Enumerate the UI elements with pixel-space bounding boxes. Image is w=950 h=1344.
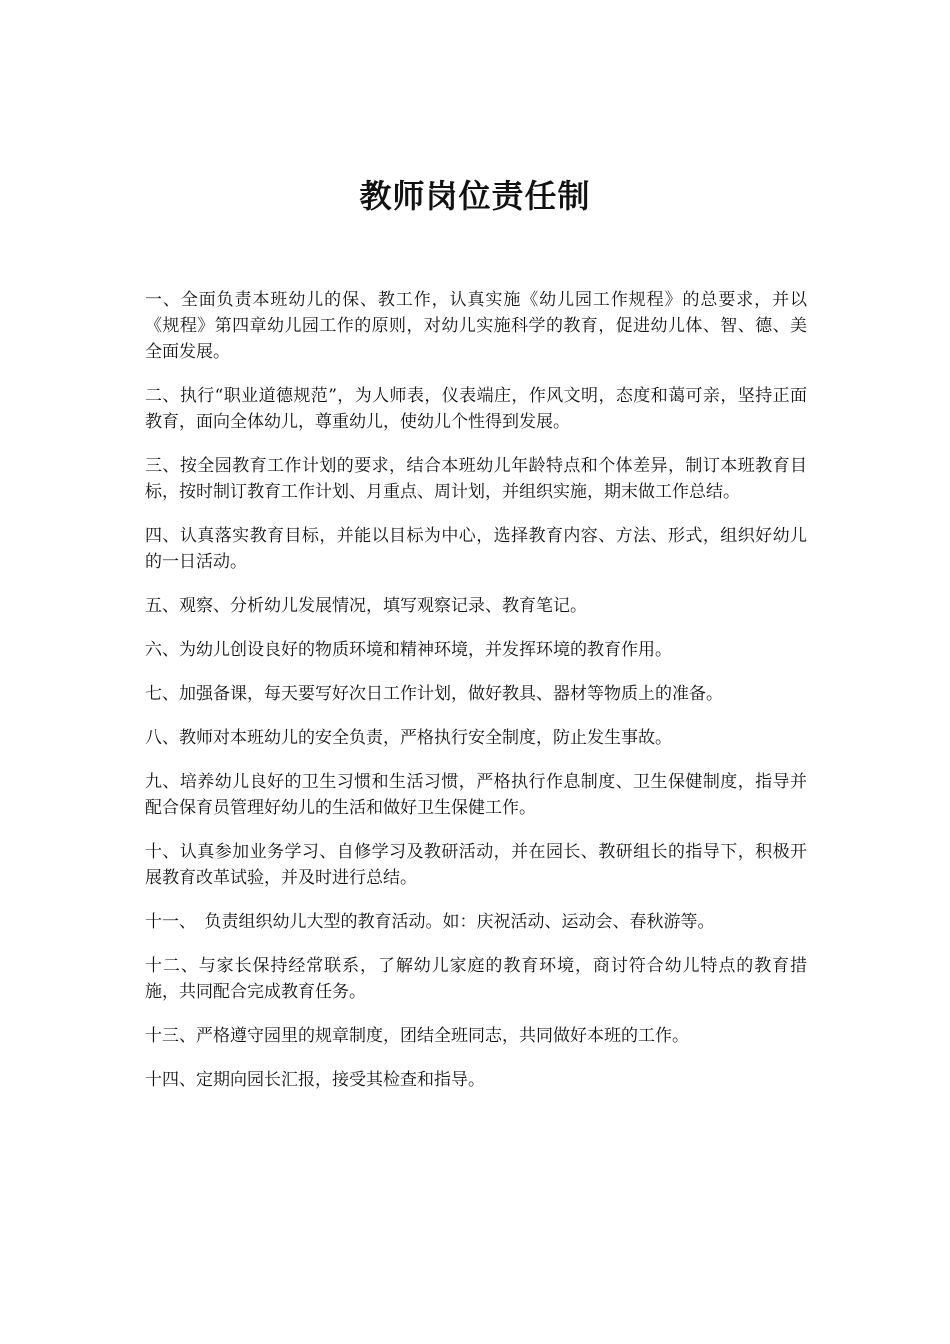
clause-1: 一、全面负责本班幼儿的保、教工作，认真实施《幼儿园工作规程》的总要求，并以《规程》第四章幼儿园工作的原则，对幼儿实施科学的教育，促进幼儿体、智、德、美全面发展。 — [145, 290, 807, 362]
clause-list — [145, 287, 807, 1111]
clause-3: 三、按全园教育工作计划的要求，结合本班幼儿年龄特点和个体差异，制订本班教育目标，按时制订教育工作计划、月重点、周计划，并组织实施，期末做工作总结。 — [145, 456, 807, 502]
clause-12: 十二、与家长保持经常联系，了解幼儿家庭的教育环境，商讨符合幼儿特点的教育措施，共同配合完成教育任务。 — [145, 956, 807, 1002]
clause-5: 五、观察、分析幼儿发展情况，填写观察记录、教育笔记。 — [145, 596, 587, 616]
clause-14: 十四、定期向园长汇报，接受其检查和指导。 — [145, 1070, 485, 1090]
clause-10: 十、认真参加业务学习、自修学习及教研活动，并在园长、教研组长的指导下，积极开展教育改革试验，并及时进行总结。 — [145, 842, 807, 888]
clause-8: 八、教师对本班幼儿的安全负责，严格执行安全制度，防止发生事故。 — [145, 728, 672, 748]
clause-6: 六、为幼儿创设良好的物质环境和精神环境，并发挥环境的教育作用。 — [145, 640, 672, 660]
clause-2: 二、执行“职业道德规范”，为人师表，仪表端庄，作风文明，态度和蔼可亲，坚持正面教育，面向全体幼儿，尊重幼儿，使幼儿个性得到发展。 — [145, 386, 807, 432]
clause-11: 十一、 负责组织幼儿大型的教育活动。如：庆祝活动、运动会、春秋游等。 — [145, 912, 715, 932]
clause-4: 四、认真落实教育目标，并能以目标为中心，选择教育内容、方法、形式，组织好幼儿的一日活动。 — [145, 526, 807, 572]
document-title: 教师岗位责任制 — [359, 177, 591, 215]
clause-7: 七、加强备课，每天要写好次日工作计划，做好教具、器材等物质上的准备。 — [145, 684, 723, 704]
clause-13: 十三、严格遵守园里的规章制度，团结全班同志，共同做好本班的工作。 — [145, 1026, 689, 1046]
clause-9: 九、培养幼儿良好的卫生习惯和生活习惯，严格执行作息制度、卫生保健制度，指导并配合保育员管理好幼儿的生活和做好卫生保健工作。 — [145, 772, 807, 818]
